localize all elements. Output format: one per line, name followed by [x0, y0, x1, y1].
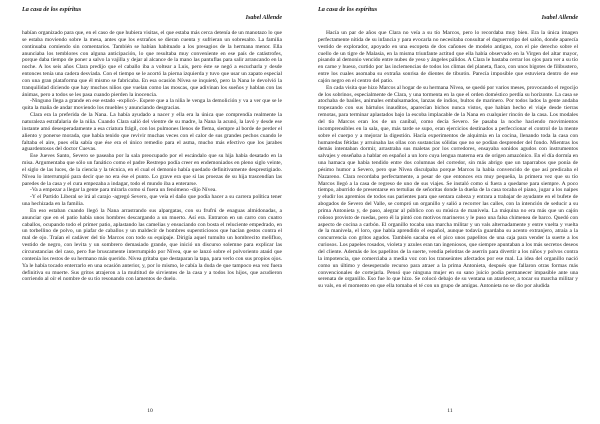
paragraph: En eso estaban cuando llegó la Nana arrastrando sus alpargatas, con su frufrú de enaguas almidonadas, a anunciar que en el patio había unos hombres descargando a un muerto. Así era. Entraron en un carro con cuatro caballos, ocupando todo el primer patio, aplastando las camelias y ensuciando con bosta el reluciente empedrado, en un torbellino de polvo, un piafar de caballos y un maldecir de hombres supersticiosos que hacían gestos contra el mal de ojo. Traían el cadáver del tío Marcos con todo su equipaje. Dirigía aquel tumulto un hombrecito melifluo, vestido de negro, con levita y un sombrero demasiado grande, que inició un discurso solemne para explicar las circunstancias del caso, pero fue bruscamente interrumpido por Nívea, que se lanzó sobre el polvoriento ataúd que contenía los restos de su hermano más querido. Nívea gritaba que destaparan la tapa, para verlo con sus propios ojos. Ya le había tocado enterrarlo en una ocasión anterior, y, por lo mismo, le cabía la duda de que tampoco esa vez fuera definitiva su muerte. Sus gritos atrajeron a la multitud de sirvientes de la casa y a todos los hijos, que acudieron corriendo al oír el nombre de su tío resonando con lamentos de duelo.	[22, 207, 282, 283]
page-header	[22, 0, 282, 30]
page-body	[318, 30, 578, 290]
page-number: 11	[447, 408, 453, 414]
paragraph: Clara era la preferida de la Nana. La había ayudado a nacer y ella era la única que comprendía realmente la naturaleza estrafalaria de la niña. Cuando Clara salió del vientre de su madre, la Nana la acunó, la lavó y desde ese instante amó desesperadamente a esa criatura frágil, con los pulmones llenos de flema, siempre al borde de perder el aliento y ponerse morada, que había tenido que revivir muchas veces con el calor de sus grandes pechos cuando le faltaba el aire, pues ella sabía que ése era el único remedio para el asma, mucho más efectivo que los jarabes aguardentosos del doctor Cuevas.	[22, 112, 282, 153]
paragraph: Hacía un par de años que Clara no veía a su tío Marcos, pero lo recordaba muy bien. Era la única imagen perfectamente nítida de su infancia y para evocarla no necesitaba consultar el daguerrotipo del salón, donde aparecía vestido de explorador, apoyado en una escopeta de dos cañones de modelo antiguo, con el pie derecho sobre el cuello de un tigre de Malasia, en la misma triunfante actitud que ella había observado en la Virgen del altar mayor, pisando al demonio vencido entre nubes de yeso y ángeles pálidos. A Clara le bastaba cerrar los ojos para ver a su tío en carne y hueso, curtido por las inclemencias de todos los climas del planeta, flaco, con unos bigotes de filibustero, entre los cuales asomaba su extraña sonrisa de dientes de tiburón. Parecía imposible que estuviera dentro de ese cajón negro en el centro del patio.	[318, 30, 578, 84]
author-name: Isabel Allende	[245, 14, 282, 21]
paragraph: -Y el Partido Liberal se irá al carajo -agregó Severo, que veía el daño que podía hacer a su carrera política tener una hechizada en la familia.	[22, 194, 282, 208]
right-page	[300, 0, 600, 424]
paragraph: Ese Jueves Santo, Severo se paseaba por la sala preocupado por el escándalo que su hija había desatado en la misa. Argumentaba que sólo un fanático como el padre Restrepo podía creer en endemoniados en pleno siglo veinte, el siglo de las luces, de la ciencia y la técnica, en el cual el demonio había quedado definitivamente desprestigiado. Nívea lo interrumpió para decir que no era ése el punto. Lo grave era que si las proezas de su hija trascendían las paredes de la casa y el cura empezaba a indagar, todo el mundo iba a enterarse.	[22, 153, 282, 187]
book-title: La casa de los espíritus	[318, 6, 378, 13]
paragraph: -Ninguno llega a grande en ese estado -explicó-. Espere que a la niña le venga la demolición y va a ver que se le quita la maña de andar moviendo los muebles y anunciando desgracias.	[22, 98, 282, 112]
book-title: La casa de los espíritus	[22, 6, 82, 13]
page-number: 10	[147, 408, 153, 414]
page-body	[22, 30, 282, 283]
paragraph: -Va a empezar a llegar la gente para mirarla como si fuera un fenómeno -dijo Nívea.	[30, 187, 217, 194]
paragraph: En cada visita que hizo Marcos al hogar de su hermana Nívea, se quedó por varios meses, provocando el regocijo de los sobrinos, especialmente de Clara, y una tormenta en la que el orden doméstico perdía su horizonte. La casa se atochaba de baúles, animales embalsamados, lanzas de indios, bultos de marinero. Por todos lados la gente andaba tropezando con sus bártulos inauditos, aparecían bichos nunca vistos, que habían hecho el viaje desde tierras remotas, para terminar aplastados bajo la escoba implacable de la Nana en cualquier rincón de la casa. Los modales del tío Marcos eran los de un caníbal, como decía Severo. Se pasaba la noche haciendo movimientos incomprensibles en la sala, que, más tarde se supo, eran ejercicios destinados a perfeccionar el control de la mente sobre el cuerpo y a mejorar la digestión. Hacía experimentos de alquimia en la cocina, llenando toda la casa con humaredas fétidas y arruinaba las ollas con sustancias sólidas que no se podían desprender del fondo. Mientras los demás intentaban dormir, arrastraba sus maletas por los corredores, ensayaba sonidos agudos con instrumentos salvajes y enseñaba a hablar en español a un loro cuya lengua materna era de origen amazónico. En el día dormía en una hamaca que había tendido entre dos columnas del corredor, sin más abrigo que un taparrabos que ponía de pésimo humor a Severo, pero que Nívea disculpaba porque Marcos la había convencido de que así predicaba el Nazareno. Clara recordaba perfectamente, a pesar de que entonces era muy pequeña, la primera vez que su tío Marcos llegó a la casa de regreso de uno de sus viajes. Se instaló como si fuera a quedarse para siempre. A poco tiempo, aburrido de presentarse en tertulias de señoritas donde la dueña de la casa tocaba el piano, jugar a los naipes y eludir los apremios de todos sus parientes para que sentara cabeza y entrara a trabajar de ayudante en el bufete de abogados de Severo del Valle, se compró un organillo y salió a recorrer las calles, con la intención de seducir a su prima Antonieta y, de paso, alegrar al público con su música de manivela. La máquina no era más que un cajón roñoso provisto de ruedas, pero él la pintó con motivos marineros y le puso una falsa chimenea de barco. Quedó con aspecto de cocina a carbón. El organillo tocaba una marcha militar y un vals alternadamente y entre vuelta y vuelta de la manivela, el loro, que había aprendido el español, aunque todavía guardaba su acento extranjero, atraía a la concurrencia con gritos agudos. También sacaba en el pico unos papelitos de una caja para vender la suerte a los curiosos. Los papeles rosados, violeta y azules eran tan ingeniosos, que siempre apuntaban a los más secretos deseos del cliente. Además de los papelitos de la suerte, vendía pelotitas de aserrín para divertir a los niños y polvos contra la impotencia, que comerciaba a media voz con los transeúntes afectados por ese mal. La idea del organillo nació como un último y desesperado recurso para atraer a la prima Antonieta, después que fallaron otras formas más convencionales de cortejarla. Pensó que ninguna mujer en su sano juicio podía permanecer impasible ante una serenata de organillo. Eso fue lo que hizo. Se colocó debajo de su ventana un atardecer, a tocar su marcha militar y su vals, en el momento en que ella tomaba el té con un grupo de amigas. Antonieta no se dio por aludida	[318, 84, 578, 290]
paragraph: habían organizado para que, en el caso de que hubiera visitas, el que estaba más cerca detenía de un manotazo lo que se estaba moviendo sobre la mesa, antes que los extraños se dieran cuenta y sufrieran un sobresalto. La familia continuaba comiendo sin comentarios. También se habían habituado a los presagios de la hermana menor. Ella anunciaba los temblores con alguna anticipación, lo que resultaba muy conveniente en ese país de catástrofes, porque daba tiempo de poner a salvo la vajilla y dejar al alcance de la mano las pantuflas para salir arrancando en la noche. A los seis años Clara predijo que el caballo iba a voltear a Luis, pero éste se negó a escucharla y desde entonces tenía una cadera desviada. Con el tiempo se le acortó la pierna izquierda y tuvo que usar un zapato especial con una gran plataforma que él mismo se fabricaba. En esa ocasión Nívea se inquietó, pero la Nana le devolvió la tranquilidad diciendo que hay muchos niños que vuelan como las moscas, que adivinan los sueños y hablan con las ánimas, pero a todos se les pasa cuando pierden la inocencia.	[22, 30, 282, 98]
author-name: Isabel Allende	[541, 14, 578, 21]
page-header	[318, 0, 578, 30]
